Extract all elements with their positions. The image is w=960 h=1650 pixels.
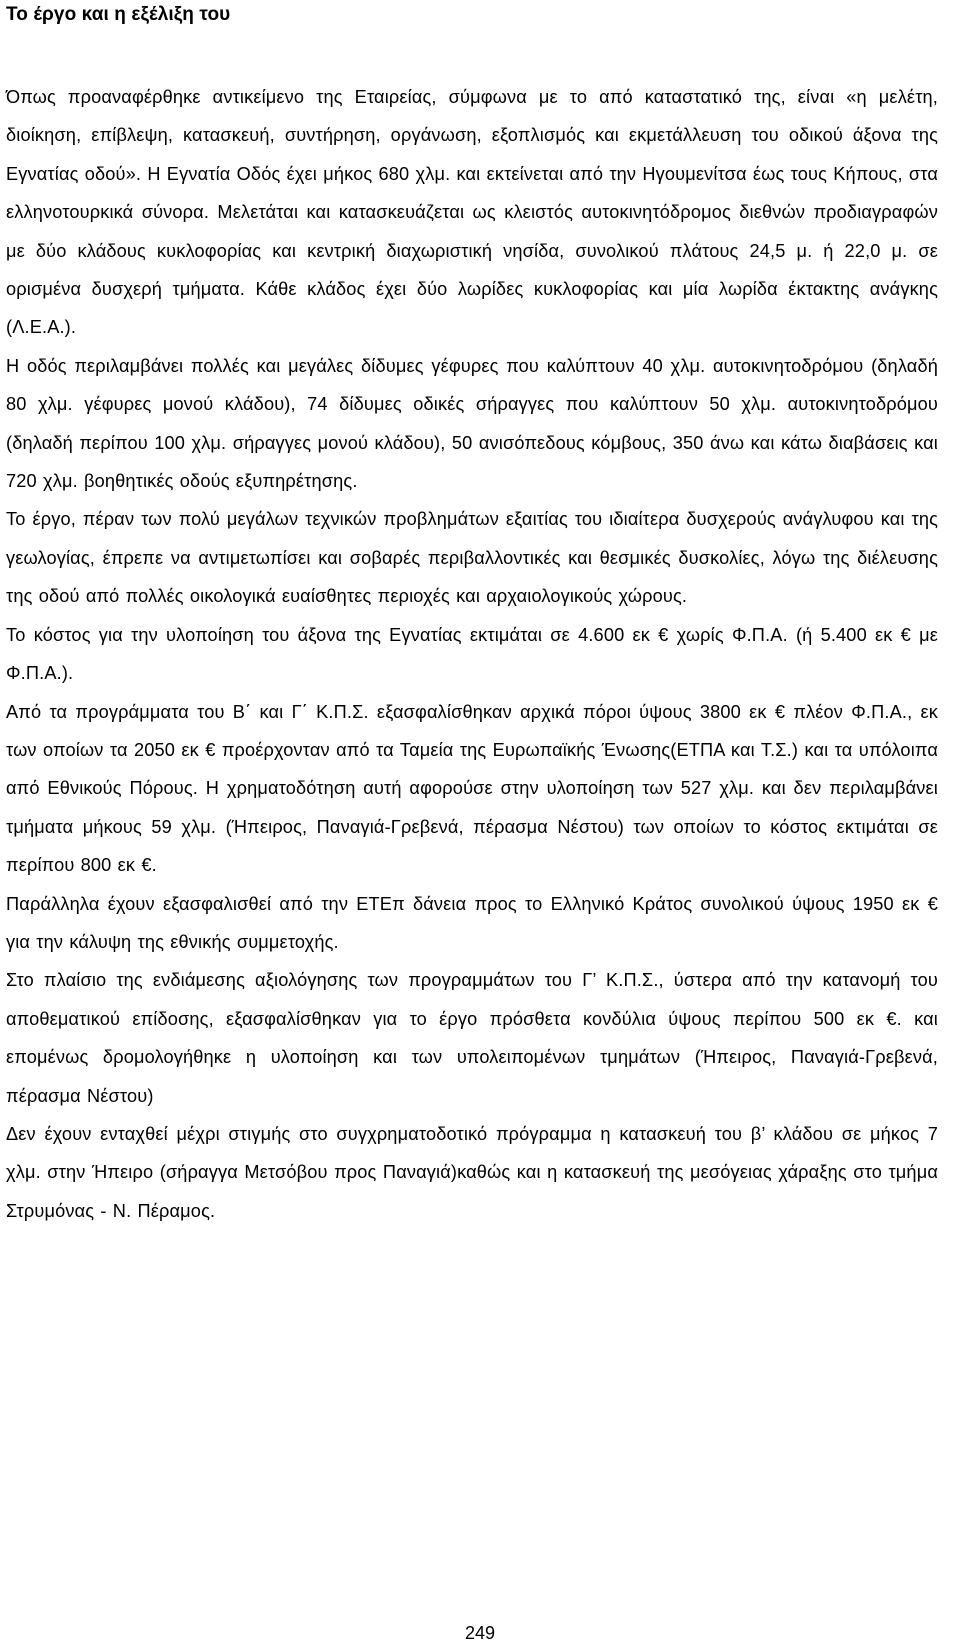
paragraph-cost: Το κόστος για την υλοποίηση του άξονα της Εγνατίας εκτιμάται σε 4.600 εκ € χωρίς Φ.Π.Α. (ή 5.400 εκ € με Φ.Π.Α.). bbox=[6, 624, 938, 684]
paragraph-environmental-difficulties: Το έργο, πέραν των πολύ μεγάλων τεχνικών προβλημάτων εξαιτίας του ιδιαίτερα δυσχερούς ανάγλυφου και της γεωλογίας, έπρεπε να αντιμετωπίσει και σοβαρές περιβαλλοντικές και θεσμικές δυσκολίες, λόγω της διέλευσης της οδού από πολλές οικολογικά ευαίσθητες περιοχές και αρχαιολογικούς χώρους. bbox=[6, 509, 938, 607]
paragraph-eib-loans: Παράλληλα έχουν εξασφαλισθεί από την ΕΤΕπ δάνεια προς το Ελληνικό Κράτος συνολικού ύψους 1950 εκ € για την κάλυψη της εθνικής συμμετοχής. bbox=[6, 893, 938, 952]
paragraph-interim-evaluation: Στο πλαίσιο της ενδιάμεσης αξιολόγησης των προγραμμάτων του Γ’ Κ.Π.Σ., ύστερα από την κατανομή του αποθεματικού επίδοσης, εξασφαλίσθηκαν για το έργο πρόσθετα κονδύλια ύψους περίπου 500 εκ €. και επομένως δρομολογήθηκε η υλοποίηση και των υπολειπομένων τμημάτων (Ήπειρος, Παναγιά-Γρεβενά, πέρασμα Νέστου) bbox=[6, 970, 938, 1106]
page-number: 249 bbox=[464, 1623, 496, 1643]
section-heading: Το έργο και η εξέλιξη του bbox=[6, 4, 231, 25]
body-text bbox=[6, 78, 938, 1230]
paragraph-company-object: Όπως προαναφέρθηκε αντικείμενο της Εταιρείας, σύμφωνα με το από καταστατικό της, είναι «η μελέτη, διοίκηση, επίβλεψη, κατασκευή, συντήρηση, οργάνωση, εξοπλισμός και εκμετάλλευση του οδικού άξονα της Εγνατίας οδού». Η Εγνατία Οδός έχει μήκος 680 χλμ. και εκτείνεται από την Ηγουμενίτσα έως τους Κήπους, στα ελληνοτουρκικά σύνορα. Μελετάται και κατασκευάζεται ως κλειστός αυτοκινητόδρομος διεθνών προδιαγραφών με δύο κλάδους κυκλοφορίας και κεντρική διαχωριστική νησίδα, συνολικού πλάτους 24,5 μ. ή 22,0 μ. σε ορισμένα δυσχερή τμήματα. Κάθε κλάδος έχει δύο λωρίδες κυκλοφορίας και μία λωρίδα έκτακτης ανάγκης (Λ.Ε.Α.). bbox=[6, 87, 938, 338]
paragraph-funding: Από τα προγράμματα του Β΄ και Γ΄ Κ.Π.Σ. εξασφαλίσθηκαν αρχικά πόροι ύψους 3800 εκ € πλέον Φ.Π.Α., εκ των οποίων τα 2050 εκ € προέρχονταν από τα Ταμεία της Ευρωπαϊκής Ένωσης(ΕΤΠΑ και Τ.Σ.) και τα υπόλοιπα από Εθνικούς Πόρους. Η χρηματοδότηση αυτή αφορούσε στην υλοποίηση των 527 χλμ. και δεν περιλαμβάνει τμήματα μήκους 59 χλμ. (Ήπειρος, Παναγιά-Γρεβενά, πέρασμα Νέστου) των οποίων το κόστος εκτιμάται σε περίπου 800 εκ €. bbox=[6, 701, 938, 876]
paragraph-bridges-tunnels: Η οδός περιλαμβάνει πολλές και μεγάλες δίδυμες γέφυρες που καλύπτουν 40 χλμ. αυτοκινητοδρόμου (δηλαδή 80 χλμ. γέφυρες μονού κλάδου), 74 δίδυμες οδικές σήραγγες που καλύπτουν 50 χλμ. αυτοκινητοδρόμου (δηλαδή περίπου 100 χλμ. σήραγγες μονού κλάδου), 50 ανισόπεδους κόμβους, 350 άνω και κάτω διαβάσεις και 720 χλμ. βοηθητικές οδούς εξυπηρέτησης. bbox=[6, 355, 938, 492]
paragraph-not-included: Δεν έχουν ενταχθεί μέχρι στιγμής στο συγχρηματοδοτικό πρόγραμμα η κατασκευή του β’ κλάδου σε μήκος 7 χλμ. στην Ήπειρο (σήραγγα Μετσόβου προς Παναγιά)καθώς και η κατασκευή της μεσόγειας χάραξης στο τμήμα Στρυμόνας - Ν. Πέραμος. bbox=[6, 1123, 938, 1221]
